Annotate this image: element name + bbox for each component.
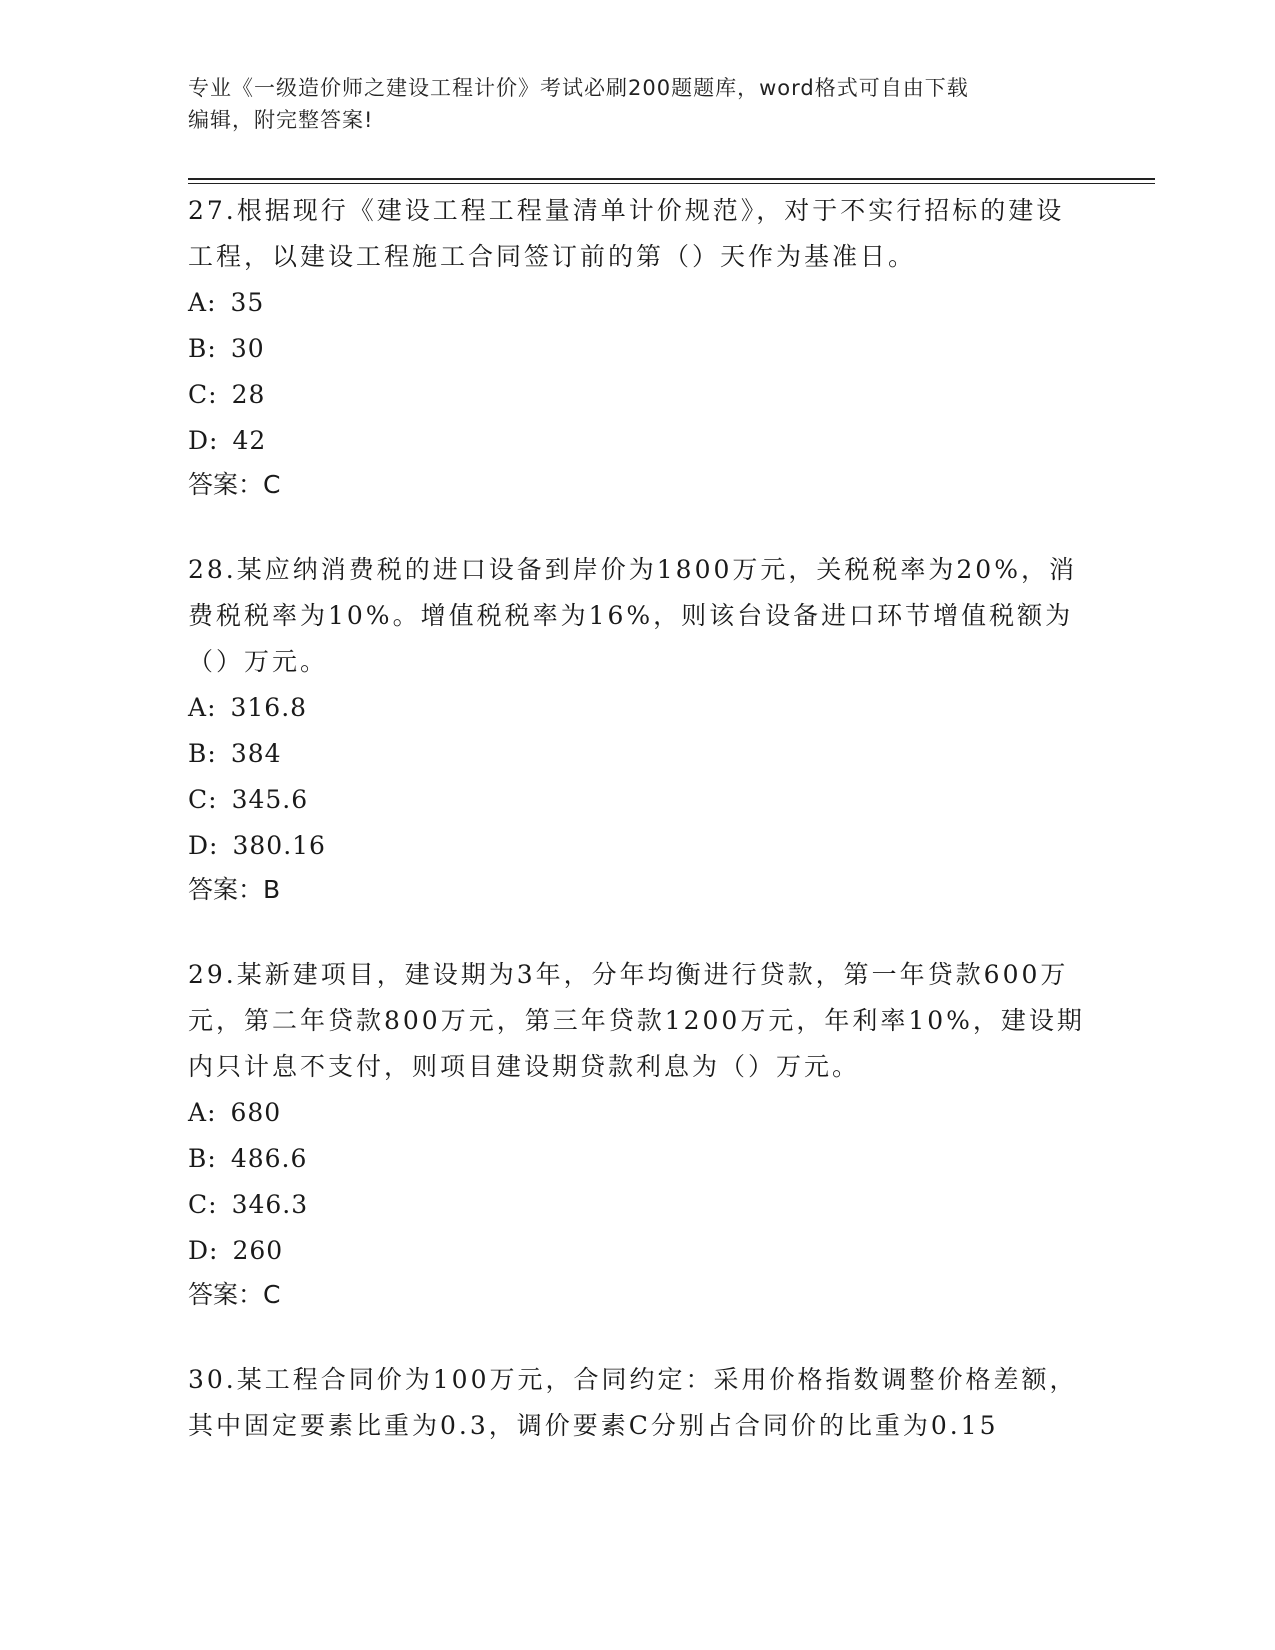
question-text: 29.某新建项目，建设期为3年，分年均衡进行贷款，第一年贷款600万元，第二年贷款800万元，第三年贷款1200万元，年利率10%，建设期内只计息不支付，则项目建设期贷款利息为（）万元。: [188, 960, 1085, 1081]
header-rule-thick: [188, 178, 1155, 180]
option-c: C: 345.6: [188, 785, 309, 814]
option-d: D: 260: [188, 1236, 284, 1265]
option-letter: B: [188, 1144, 208, 1173]
option-value: 680: [230, 1098, 282, 1127]
option-letter: D: [188, 831, 210, 860]
option-b: B: 30: [188, 334, 265, 363]
answer-line: [188, 464, 1088, 506]
option-c: C: 28: [188, 380, 266, 409]
option-letter: B: [188, 334, 208, 363]
option-a: A: 316.8: [188, 693, 308, 722]
option-value: 384: [230, 739, 282, 768]
answer-line: [188, 869, 1088, 911]
option-d: D: 380.16: [188, 831, 326, 860]
question-text: 30.某工程合同价为100万元，合同约定：采用价格指数调整价格差额，其中固定要素比重为0.3，调价要素C分别占合同价的比重为0.15: [188, 1365, 1078, 1440]
option-value: 486.6: [230, 1144, 308, 1173]
option-value: 346.3: [231, 1190, 309, 1219]
option-b: B: 384: [188, 739, 282, 768]
option-letter: B: [188, 739, 208, 768]
option-value: 28: [231, 380, 266, 409]
option-letter: A: [188, 693, 208, 722]
answer-label: 答案：: [188, 470, 264, 499]
question-30: [188, 1357, 1088, 1449]
header-line-2: 编辑，附完整答案!: [188, 108, 374, 132]
option-value: 42: [232, 426, 267, 455]
option-value: 345.6: [231, 785, 309, 814]
option-letter: C: [188, 1190, 209, 1219]
header-line-1: 专业《一级造价师之建设工程计价》考试必刷200题题库，word格式可自由下载: [188, 76, 969, 100]
option-letter: C: [188, 785, 209, 814]
question-text: 27.根据现行《建设工程工程量清单计价规范》，对于不实行招标的建设工程，以建设工程施工合同签订前的第（）天作为基准日。: [188, 196, 1065, 271]
option-value: 260: [232, 1236, 284, 1265]
option-value: 316.8: [230, 693, 308, 722]
option-letter: D: [188, 426, 210, 455]
option-letter: A: [188, 1098, 208, 1127]
option-value: 35: [230, 288, 265, 317]
header-rule-thin: [188, 183, 1155, 184]
question-list: [188, 188, 1088, 1490]
question-text: 28.某应纳消费税的进口设备到岸价为1800万元，关税税率为20%，消费税税率为10%。增值税税率为16%，则该台设备进口环节增值税额为（）万元。: [188, 555, 1077, 676]
option-value: 380.16: [232, 831, 326, 860]
option-value: 30: [230, 334, 265, 363]
option-a: A: 35: [188, 288, 265, 317]
option-letter: C: [188, 380, 209, 409]
answer-label: 答案：: [188, 875, 264, 904]
option-letter: A: [188, 288, 208, 317]
option-c: C: 346.3: [188, 1190, 309, 1219]
answer-value: B: [263, 875, 281, 904]
option-d: D: 42: [188, 426, 267, 455]
answer-value: C: [263, 1280, 281, 1309]
answer-label: 答案：: [188, 1280, 264, 1309]
answer-line: [188, 1274, 1088, 1316]
answer-value: C: [263, 470, 281, 499]
option-a: A: 680: [188, 1098, 282, 1127]
option-letter: D: [188, 1236, 210, 1265]
question-29: [188, 952, 1088, 1316]
question-27: [188, 188, 1088, 506]
option-b: B: 486.6: [188, 1144, 308, 1173]
question-28: [188, 547, 1088, 911]
page-header: [188, 72, 1088, 136]
